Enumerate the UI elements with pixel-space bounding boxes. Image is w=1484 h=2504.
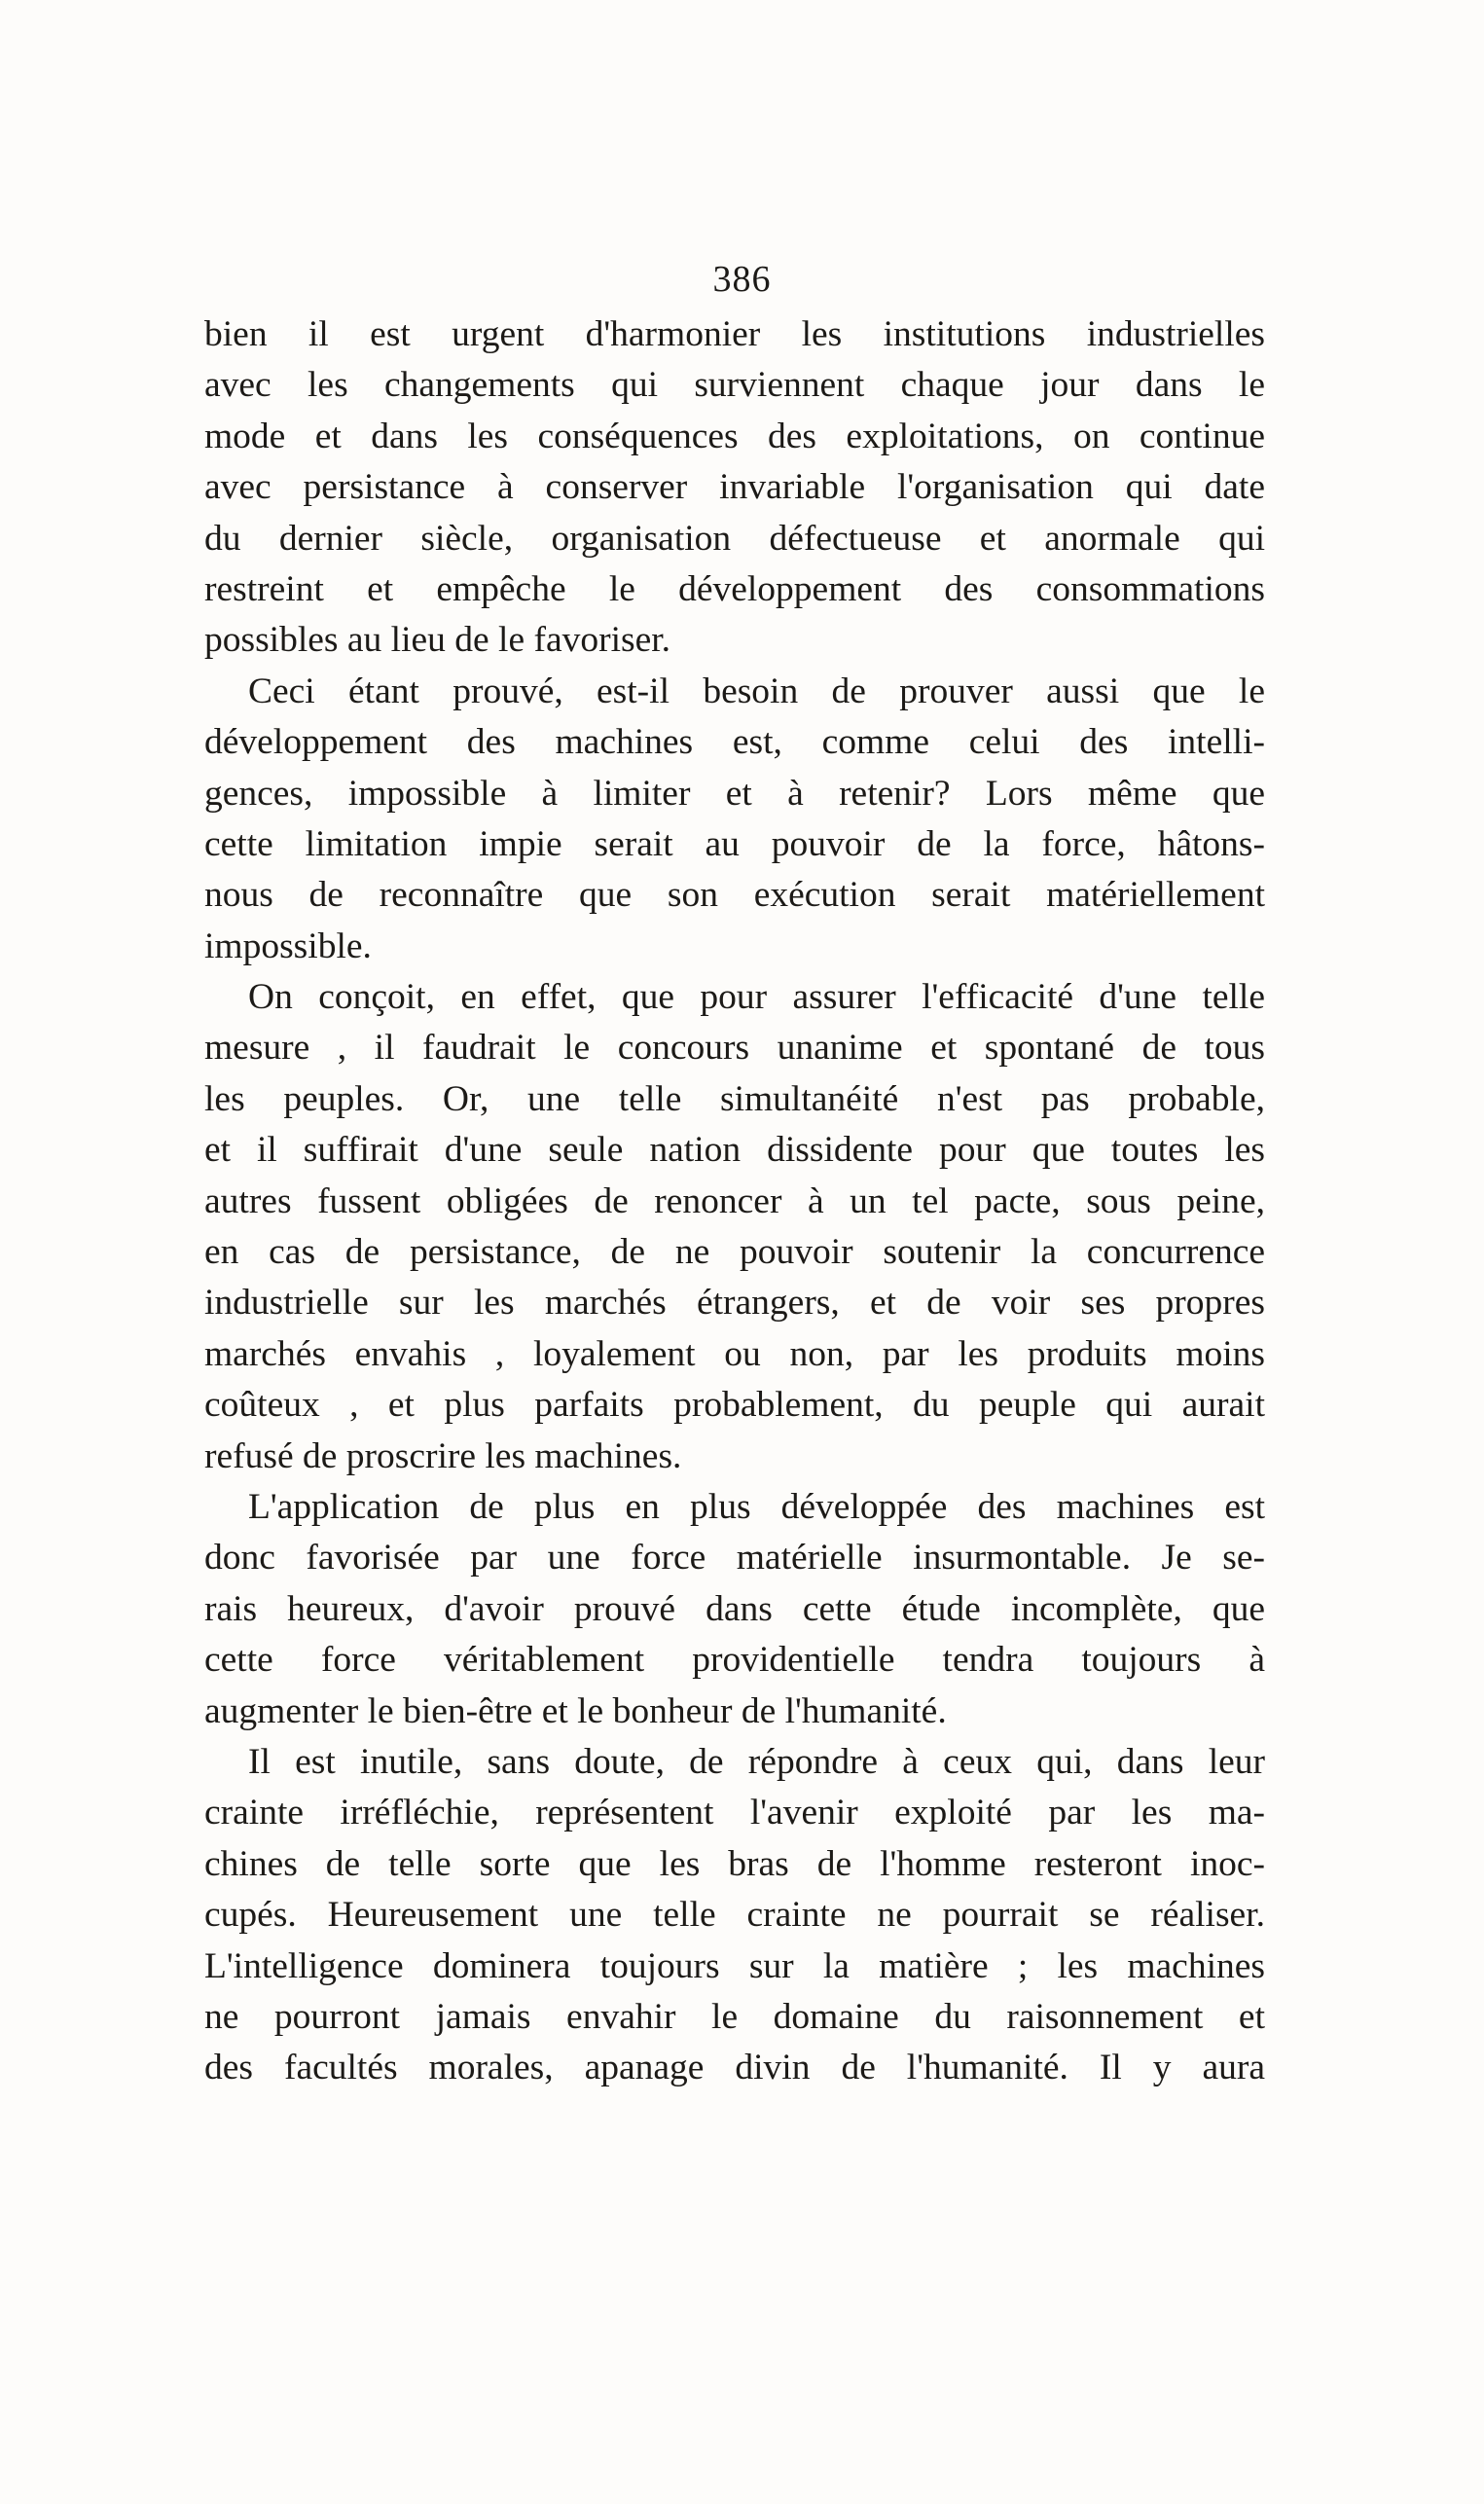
text-line: cette limitation impie serait au pouvoir de la force, hâtons-: [204, 823, 1265, 864]
text-line: avec les changements qui surviennent chaque jour dans le: [204, 365, 1265, 406]
text-line: rais heureux, d'avoir prouvé dans cette étude incomplète, que: [204, 1588, 1265, 1629]
text-line: mode et dans les conséquences des exploitations, on continue: [204, 416, 1265, 456]
text-line: L'application de plus en plus développée des machines est: [248, 1486, 1265, 1527]
text-line: mesure , il faudrait le concours unanime et spontané de tous: [204, 1028, 1265, 1069]
body-text: [204, 309, 1265, 2094]
text-line: bien il est urgent d'harmonier les institutions industrielles: [204, 314, 1265, 354]
text-line: Ceci étant prouvé, est-il besoin de prouver aussi que le: [248, 671, 1265, 711]
text-line: gences, impossible à limiter et à retenir? Lors même que: [204, 773, 1265, 814]
text-line: impossible.: [204, 925, 372, 966]
text-line: en cas de persistance, de ne pouvoir soutenir la concurrence: [204, 1232, 1265, 1273]
text-line: avec persistance à conserver invariable l'organisation qui date: [204, 467, 1265, 508]
text-line: et il suffirait d'une seule nation dissidente pour que toutes les: [204, 1130, 1265, 1171]
text-line: autres fussent obligées de renoncer à un tel pacte, sous peine,: [204, 1180, 1265, 1221]
text-line: ne pourront jamais envahir le domaine du raisonnement et: [204, 1996, 1265, 2037]
text-line: chines de telle sorte que les bras de l'homme resteront inoc-: [204, 1843, 1265, 1884]
text-line: des facultés morales, apanage divin de l'humanité. Il y aura: [204, 2048, 1265, 2088]
text-line: possibles au lieu de le favoriser.: [204, 620, 671, 661]
text-line: industrielle sur les marchés étrangers, et de voir ses propres: [204, 1283, 1265, 1324]
text-line: du dernier siècle, organisation défectueuse et anormale qui: [204, 518, 1265, 559]
text-line: restreint et empêche le développement des consommations: [204, 568, 1265, 609]
text-line: coûteux , et plus parfaits probablement, du peuple qui aurait: [204, 1385, 1265, 1426]
text-line: Il est inutile, sans doute, de répondre à ceux qui, dans leur: [248, 1741, 1265, 1782]
page-number: 386: [712, 259, 772, 300]
text-line: marchés envahis , loyalement ou non, par les produits moins: [204, 1333, 1265, 1374]
text-line: nous de reconnaître que son exécution serait matériellement: [204, 875, 1265, 916]
text-line: On conçoit, en effet, que pour assurer l'efficacité d'une telle: [248, 977, 1265, 1018]
text-line: refusé de proscrire les machines.: [204, 1435, 682, 1476]
text-line: L'intelligence dominera toujours sur la matière ; les machines: [204, 1945, 1265, 1986]
text-line: les peuples. Or, une telle simultanéité n'est pas probable,: [204, 1078, 1265, 1119]
text-line: cupés. Heureusement une telle crainte ne pourrait se réaliser.: [204, 1895, 1265, 1936]
text-line: donc favorisée par une force matérielle insurmontable. Je se-: [204, 1538, 1265, 1579]
text-line: développement des machines est, comme celui des intelli-: [204, 722, 1265, 763]
text-line: cette force véritablement providentielle tendra toujours à: [204, 1640, 1265, 1681]
text-line: augmenter le bien-être et le bonheur de l'humanité.: [204, 1690, 947, 1731]
text-line: crainte irréfléchie, représentent l'avenir exploité par les ma-: [204, 1793, 1265, 1833]
